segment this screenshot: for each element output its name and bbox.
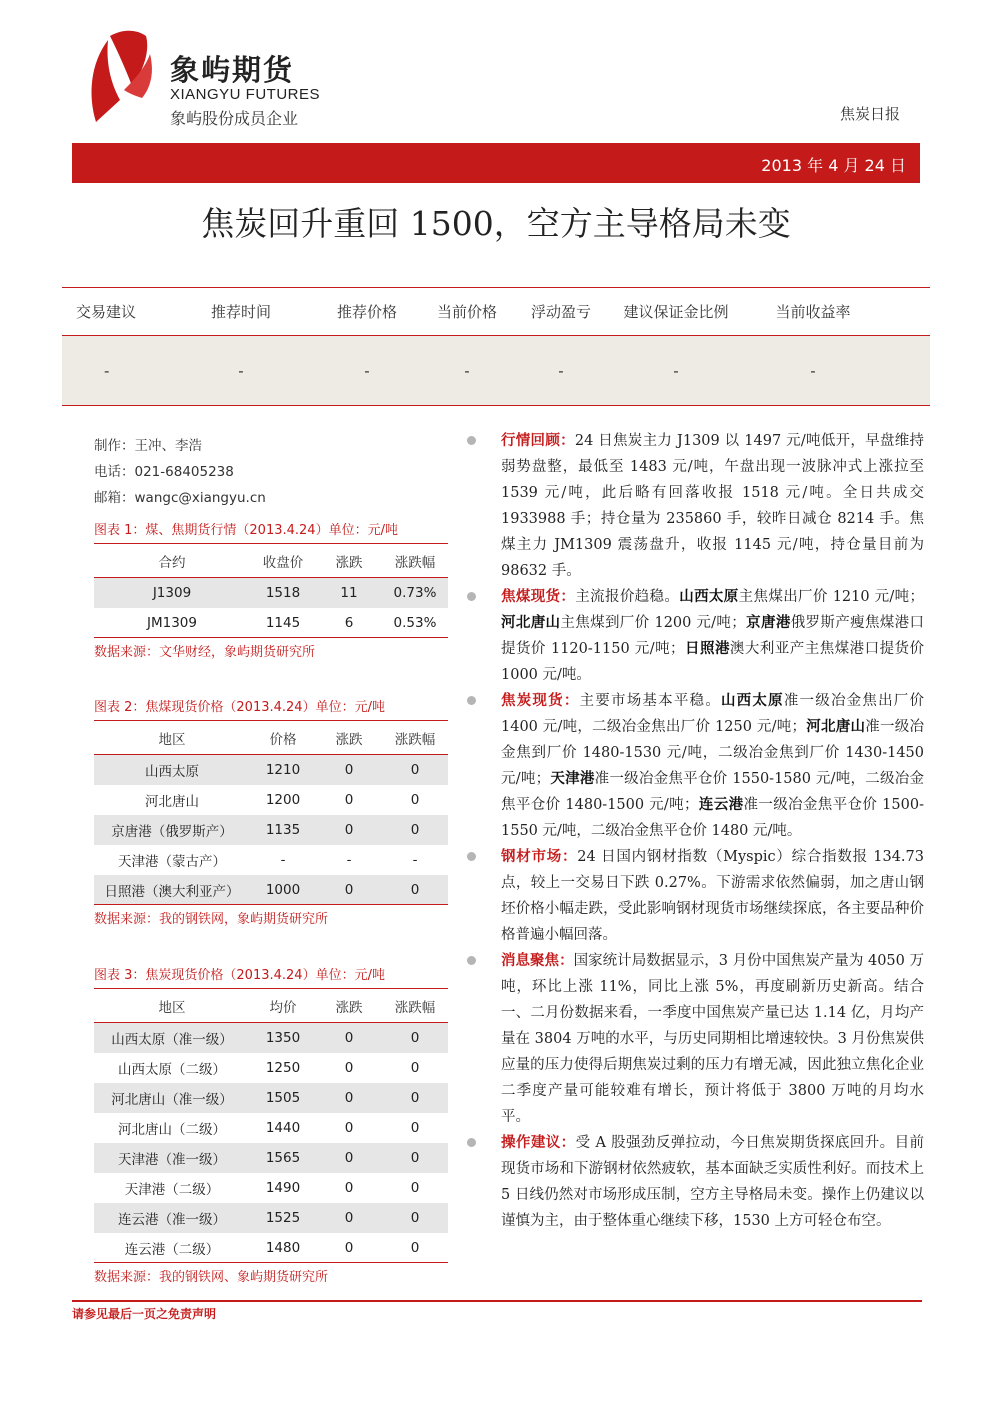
location-name: 山西太原	[720, 692, 784, 709]
table-row	[94, 815, 448, 845]
table-cell: 1440	[265, 1120, 301, 1136]
table-cell: 1565	[265, 1150, 301, 1166]
table-row	[94, 1173, 448, 1203]
trade-header-cell: 交易建议	[76, 303, 137, 321]
table-cell: 0	[410, 1150, 420, 1166]
table-cell: 0.73%	[393, 585, 437, 601]
table-row	[94, 608, 448, 638]
table-cell: JM1309	[147, 614, 197, 631]
bullet-dot-icon	[467, 592, 476, 601]
section-text: 主要市场基本平稳。	[579, 693, 721, 709]
table-source: 数据来源：我的钢铁网，象屿期货研究所	[94, 912, 329, 927]
trade-header-cell: 推荐时间	[210, 303, 271, 321]
table-cell: 0.53%	[393, 614, 437, 631]
table-row	[94, 1023, 448, 1053]
section-text: 主流报价趋稳。	[575, 589, 680, 605]
table-cell: 0	[344, 762, 354, 778]
table-cell: 0	[344, 822, 354, 838]
table-cell: 河北唐山（准一级）	[111, 1092, 233, 1108]
section-text: 准一级冶金焦平仓价 1550-1580 元/吨，二级冶金焦平仓价 1480-1500 元/吨；	[501, 771, 924, 813]
table-cell: 0	[410, 1239, 420, 1256]
section-text: 俄罗斯产瘦焦煤港口提货价 1120-1150 元/吨；	[501, 615, 924, 657]
table-cell: 连云港（二级）	[124, 1241, 220, 1258]
page-title: 焦炭回升重回 1500，空方主导格局未变	[201, 204, 791, 243]
table-header-cell: 涨跌	[335, 999, 363, 1016]
table-cell: -	[412, 852, 418, 868]
table-cell: 0	[344, 1090, 354, 1106]
section-heading: 操作建议：	[501, 1134, 576, 1151]
table-cell: 1518	[265, 585, 301, 601]
table-row	[94, 785, 448, 815]
table-row	[94, 1053, 448, 1083]
table-row	[94, 845, 448, 875]
trade-header-cell: 建议保证金比例	[623, 303, 729, 321]
bullet-dot-icon	[467, 852, 476, 861]
table-cell: 0	[410, 881, 420, 898]
trade-header-cell: 当前价格	[436, 303, 497, 321]
location-name: 天津港	[550, 770, 595, 787]
commentary-section	[464, 428, 924, 584]
table-title: 图表 1：煤、焦期货行情（2013.4.24）单位：元/吨	[94, 518, 448, 544]
location-name: 山西太原	[679, 588, 739, 605]
report-type: 焦炭日报	[839, 105, 900, 123]
table-cell: 0	[344, 1210, 354, 1226]
section-text: 准一级冶金焦平仓价 1500-1550 元/吨，二级冶金焦平仓价 1480 元/吨。	[501, 797, 924, 839]
logo-flag-icon	[80, 26, 160, 130]
logo-chinese-name: 象屿期货	[170, 53, 295, 87]
table-header-cell: 涨跌	[335, 731, 363, 748]
table-cell: 京唐港（俄罗斯产）	[111, 824, 233, 840]
table-header-cell: 涨跌幅	[394, 554, 436, 571]
table-cell: -	[280, 852, 286, 868]
table-cell: 0	[344, 1239, 354, 1256]
trade-header-cell: 推荐价格	[336, 303, 397, 321]
trade-value-cell: -	[104, 361, 110, 380]
table-cell: 1505	[265, 1090, 301, 1106]
table-header-cell: 均价	[269, 999, 297, 1016]
table-cell: 山西太原	[145, 764, 199, 780]
table-cell: 1000	[265, 881, 301, 898]
section-text: 主焦煤出厂价 1210 元/吨；	[738, 589, 925, 605]
phone-info: 电话：021-68405238	[94, 464, 234, 480]
table-header-row	[94, 721, 448, 755]
table-cell: 天津港（准一级）	[118, 1152, 226, 1168]
location-name: 连云港	[698, 796, 744, 813]
table-source: 数据来源：文华财经，象屿期货研究所	[94, 645, 316, 660]
table-cell: 0	[410, 1180, 420, 1196]
table-source: 数据来源：我的钢铁网、象屿期货研究所	[94, 1270, 329, 1285]
table-cell: 0	[344, 1120, 354, 1136]
table-cell: 0	[344, 1150, 354, 1166]
trade-table-header	[62, 288, 930, 336]
trade-value-cell: -	[558, 361, 564, 380]
table-row	[94, 1233, 448, 1263]
table-cell: 0	[410, 792, 420, 808]
location-name: 河北唐山	[805, 718, 866, 735]
table-cell: 0	[344, 1180, 354, 1196]
table-cell: 1480	[265, 1239, 301, 1256]
table-cell: 山西太原（二级）	[118, 1062, 226, 1078]
table-cell: 1145	[265, 614, 301, 631]
location-name: 京唐港	[745, 614, 791, 631]
trade-table-row	[62, 336, 930, 406]
table-cell: 6	[344, 614, 354, 631]
logo-subtitle: 象屿股份成员企业	[170, 109, 299, 128]
table-title: 图表 2：焦煤现货价格（2013.4.24）单位：元/吨	[94, 695, 448, 721]
table-cell: 0	[344, 1030, 354, 1046]
table-cell: 1350	[265, 1030, 301, 1046]
section-text: 受 A 股强劲反弹拉动，今日焦炭期货探底回升。目前现货市场和下游钢材依然疲软，基本面缺乏实质性利好。而技术上 5 日线仍然对市场形成压制，空方主导格局未变。操作上仍建议以谨慎为主，由于整体重心继续下移，1530 上方可轻仓布空。	[501, 1135, 924, 1229]
table-header-row	[94, 544, 448, 578]
email-info: 邮箱：wangc@xiangyu.cn	[94, 490, 266, 506]
disclaimer-note: 请参见最后一页之免责声明	[72, 1307, 217, 1321]
table-cell: 1490	[265, 1180, 301, 1196]
location-name: 日照港	[684, 640, 730, 657]
table-cell: 0	[410, 1030, 420, 1046]
table-cell: 1525	[265, 1210, 301, 1226]
commentary-section	[464, 584, 924, 688]
table-header-cell: 地区	[158, 731, 186, 748]
table-row	[94, 875, 448, 905]
company-logo	[80, 22, 330, 132]
table-header-row	[94, 989, 448, 1023]
table-row	[94, 578, 448, 608]
report-date: 2013 年 4 月 24 日	[761, 156, 906, 175]
footer-divider	[72, 1300, 922, 1302]
table-cell: 11	[340, 585, 358, 601]
section-text: 24 日焦炭主力 J1309 以 1497 元/吨低开，早盘维持弱势盘整，最低至 1483 元/吨，午盘出现一波脉冲式上涨拉至 1539 元/吨，此后略有回落收报 1518 元/吨。全日共成交 1933988 手；持仓量为 235860 手，较昨日减仓 8214 手。焦煤主力 JM1309 震荡盘升，收报 1145 元/吨，持仓量目前为 98632 手。	[501, 433, 925, 579]
trade-value-cell: -	[238, 361, 244, 380]
trade-header-cell: 当前收益率	[775, 303, 851, 321]
table-row	[94, 1083, 448, 1113]
commentary-section	[464, 688, 924, 844]
trade-header-cell: 浮动盈亏	[530, 303, 591, 321]
trade-recommendation-table	[62, 287, 930, 406]
table-cell: 0	[410, 1060, 420, 1076]
table-header-cell: 收盘价	[262, 554, 304, 571]
bullet-dot-icon	[467, 1138, 476, 1147]
bullet-dot-icon	[467, 956, 476, 965]
coke-spot-table	[94, 963, 448, 1293]
table-row	[94, 1143, 448, 1173]
table-cell: 河北唐山	[145, 794, 199, 810]
bullet-dot-icon	[467, 696, 476, 705]
table-cell: 0	[410, 1210, 420, 1226]
table-cell: 连云港（准一级）	[118, 1212, 226, 1228]
section-text: 澳大利亚产主焦煤港口提货价 1000 元/吨。	[501, 641, 925, 683]
table-cell: 0	[410, 822, 420, 838]
logo-english-name: XIANGYU FUTURES	[170, 86, 321, 103]
table-header-cell: 合约	[158, 554, 186, 571]
table-header-cell: 涨跌幅	[394, 999, 436, 1016]
commentary-section	[464, 948, 924, 1130]
table-cell: 1250	[265, 1060, 301, 1076]
futures-quote-table	[94, 518, 448, 668]
section-text: 国家统计局数据显示，3 月份中国焦炭产量为 4050 万吨，环比上涨 11%，同比上涨 5%，再度刷新历史新高。结合一、二月份数据来看，一季度中国焦炭产量已达 1.14 亿，月均产量在 3804 万吨的水平，与历史同期相比增速较快。3 月份焦炭供应量的压力使得后期焦炭过剩的压力有增无减，因此独立焦化企业二季度产量可能较难有增长，预计将低于 3800 万吨的月均水平。	[501, 953, 925, 1125]
trade-value-cell: -	[810, 361, 816, 380]
table-cell: 0	[344, 792, 354, 808]
table-cell: 天津港（二级）	[124, 1182, 220, 1198]
table-cell: 0	[344, 881, 354, 898]
market-commentary	[464, 428, 924, 1234]
section-text: 主焦煤到厂价 1200 元/吨；	[560, 615, 746, 631]
coking-coal-spot-table	[94, 695, 448, 935]
table-cell: 0	[344, 1060, 354, 1076]
table-row	[94, 755, 448, 785]
location-name: 河北唐山	[501, 614, 561, 631]
section-heading: 行情回顾：	[501, 432, 575, 449]
section-text: 准一级冶金焦出厂价 1400 元/吨，二级冶金焦出厂价 1250 元/吨；	[501, 693, 925, 735]
commentary-section	[464, 844, 924, 948]
table-cell: 河北唐山（二级）	[118, 1122, 226, 1138]
section-text: 24 日国内钢材指数（Myspic）综合指数报 134.73 点，较上一交易日下跌 0.27%。下游需求依然偏弱，加之唐山钢坯价格小幅走跌，受此影响钢材现货市场继续探底，各主要品种价格普遍小幅回落。	[501, 849, 924, 943]
table-cell: 0	[410, 1090, 420, 1106]
section-heading: 消息聚焦：	[501, 952, 574, 969]
table-row	[94, 1113, 448, 1143]
bullet-dot-icon	[467, 436, 476, 445]
commentary-section	[464, 1130, 924, 1234]
table-cell: 1210	[265, 762, 301, 778]
table-cell: 0	[410, 1120, 420, 1136]
table-header-cell: 涨跌幅	[394, 731, 436, 748]
table-header-cell: 涨跌	[335, 554, 363, 571]
date-banner	[72, 143, 920, 183]
table-cell: -	[346, 852, 352, 868]
table-header-cell: 价格	[269, 731, 297, 748]
trade-value-cell: -	[364, 361, 370, 380]
table-cell: 0	[410, 762, 420, 778]
section-heading: 焦煤现货：	[501, 588, 576, 605]
table-cell: 天津港（蒙古产）	[118, 854, 226, 870]
table-cell: 山西太原（准一级）	[111, 1032, 233, 1048]
trade-value-cell: -	[673, 361, 679, 380]
table-title: 图表 3：焦炭现货价格（2013.4.24）单位：元/吨	[94, 963, 448, 989]
table-cell: J1309	[152, 585, 192, 601]
table-cell: 1200	[265, 792, 301, 808]
trade-value-cell: -	[464, 361, 470, 380]
table-cell: 日照港（澳大利亚产）	[104, 883, 240, 900]
section-heading: 焦炭现货：	[501, 692, 580, 709]
section-text: 准一级冶金焦到厂价 1480-1530 元/吨，二级冶金焦到厂价 1430-1450 元/吨；	[501, 719, 925, 787]
table-header-cell: 地区	[158, 999, 186, 1016]
author-info: 制作：王冲、李浩	[94, 438, 202, 454]
table-cell: 1135	[265, 822, 301, 838]
section-heading: 钢材市场：	[501, 848, 578, 865]
table-row	[94, 1203, 448, 1233]
